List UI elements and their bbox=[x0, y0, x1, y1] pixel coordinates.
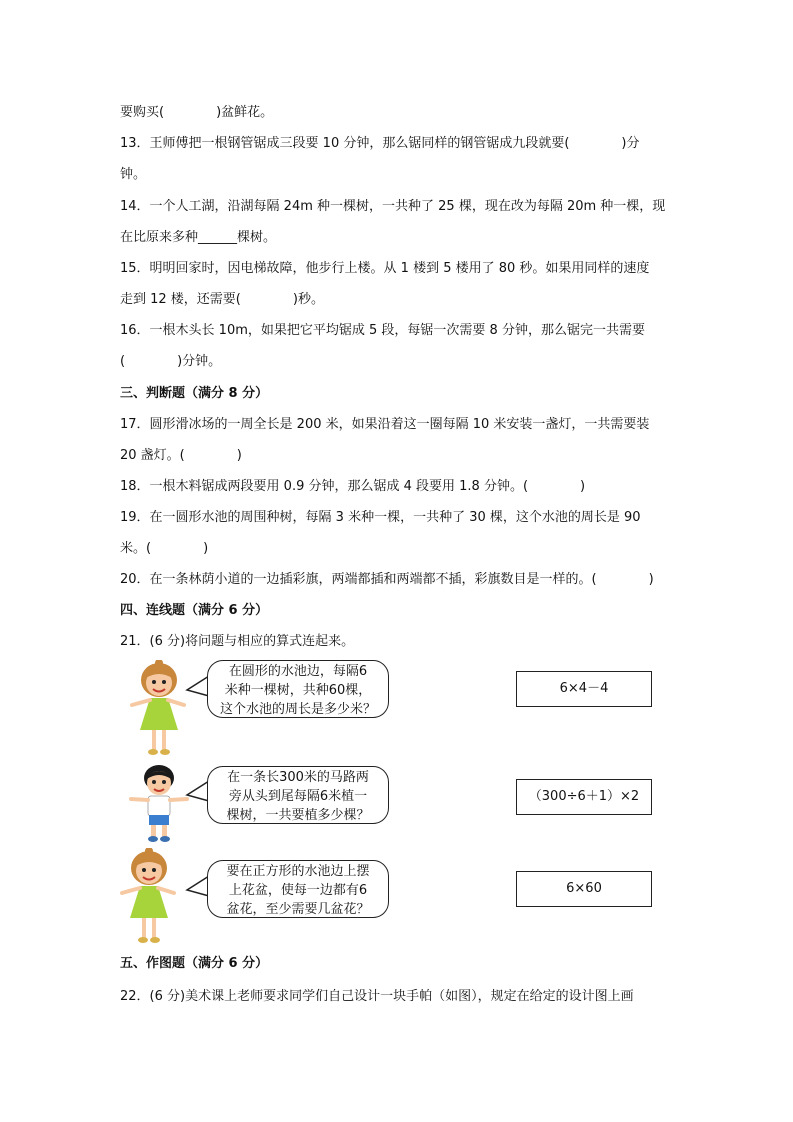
question-15: 15．明明回家时，因电梯故障，他步行上楼。从 1 楼到 5 楼用了 80 秒。如果用同样的速度 bbox=[120, 261, 650, 276]
question-13: 13．王师傅把一根钢管锯成三段要 10 分钟，那么锯同样的钢管锯成九段就要( )分 bbox=[120, 136, 640, 151]
formula-box-1[interactable]: 6×4－4 bbox=[516, 671, 652, 707]
text-line: 在比原来多种______棵树。 bbox=[120, 230, 277, 245]
speech-bubble-2 bbox=[207, 766, 389, 824]
bubble-text: 米种一棵树，共种60棵， bbox=[224, 683, 372, 698]
girl-illustration bbox=[128, 660, 190, 758]
bubble-text: 在圆形的水池边，每隔6 bbox=[228, 664, 368, 679]
section-heading: 三、判断题（满分 8 分） bbox=[120, 386, 269, 401]
question-17: 17．圆形滑冰场的一周全长是 200 米，如果沿着这一圈每隔 10 米安装一盏灯，一共需要装 bbox=[120, 417, 650, 432]
text-line: ( )分钟。 bbox=[120, 354, 222, 369]
question-16: 16．一根木头长 10m，如果把它平均锯成 5 段，每锯一次需要 8 分钟，那么锯完一共需要 bbox=[120, 323, 645, 338]
question-21: 21．(6 分)将问题与相应的算式连起来。 bbox=[120, 634, 355, 649]
bubble-text: 要在正方形的水池边上摆 bbox=[226, 864, 370, 879]
speech-bubble-3 bbox=[207, 860, 389, 918]
bubble-text: 旁从头到尾每隔6米植一 bbox=[228, 789, 368, 804]
formula-box-2[interactable]: （300÷6＋1）×2 bbox=[516, 779, 652, 815]
text-line: 要购买( )盆鲜花。 bbox=[120, 105, 274, 120]
bubble-text: 棵树，一共要植多少棵？ bbox=[226, 808, 370, 823]
question-14: 14．一个人工湖，沿湖每隔 24m 种一棵树，一共种了 25 棵，现在改为每隔 20m 种一棵，现 bbox=[120, 199, 666, 214]
bubble-text: 盆花，至少需要几盆花？ bbox=[226, 902, 370, 917]
formula-box-3[interactable]: 6×60 bbox=[516, 871, 652, 907]
text-line: 钟。 bbox=[120, 167, 147, 182]
question-18: 18．一根木料锯成两段要用 0.9 分钟，那么锯成 4 段要用 1.8 分钟。( ) bbox=[120, 479, 586, 494]
bubble-text: 在一条长300米的马路两 bbox=[227, 770, 369, 785]
section-heading: 五、作图题（满分 6 分） bbox=[120, 956, 269, 971]
text-line: 20 盏灯。( ) bbox=[120, 448, 242, 463]
question-19: 19．在一圆形水池的周围种树，每隔 3 米种一棵，一共种了 30 棵，这个水池的周长是 90 bbox=[120, 510, 641, 525]
bubble-text: 这个水池的周长是多少米？ bbox=[219, 702, 376, 717]
question-22: 22．(6 分)美术课上老师要求同学们自己设计一块手帕（如图），规定在给定的设计图上画 bbox=[120, 989, 634, 1004]
girl-illustration bbox=[118, 848, 180, 946]
section-heading: 四、连线题（满分 6 分） bbox=[120, 603, 269, 618]
bubble-text: 上花盆，使每一边都有6 bbox=[228, 883, 368, 898]
question-20: 20．在一条林荫小道的一边插彩旗，两端都插和两端都不插，彩旗数目是一样的。( ) bbox=[120, 572, 654, 587]
boy-illustration bbox=[128, 763, 190, 843]
speech-bubble-1 bbox=[207, 660, 389, 718]
text-line: 米。( ) bbox=[120, 541, 209, 556]
text-line: 走到 12 楼，还需要( )秒。 bbox=[120, 292, 324, 307]
